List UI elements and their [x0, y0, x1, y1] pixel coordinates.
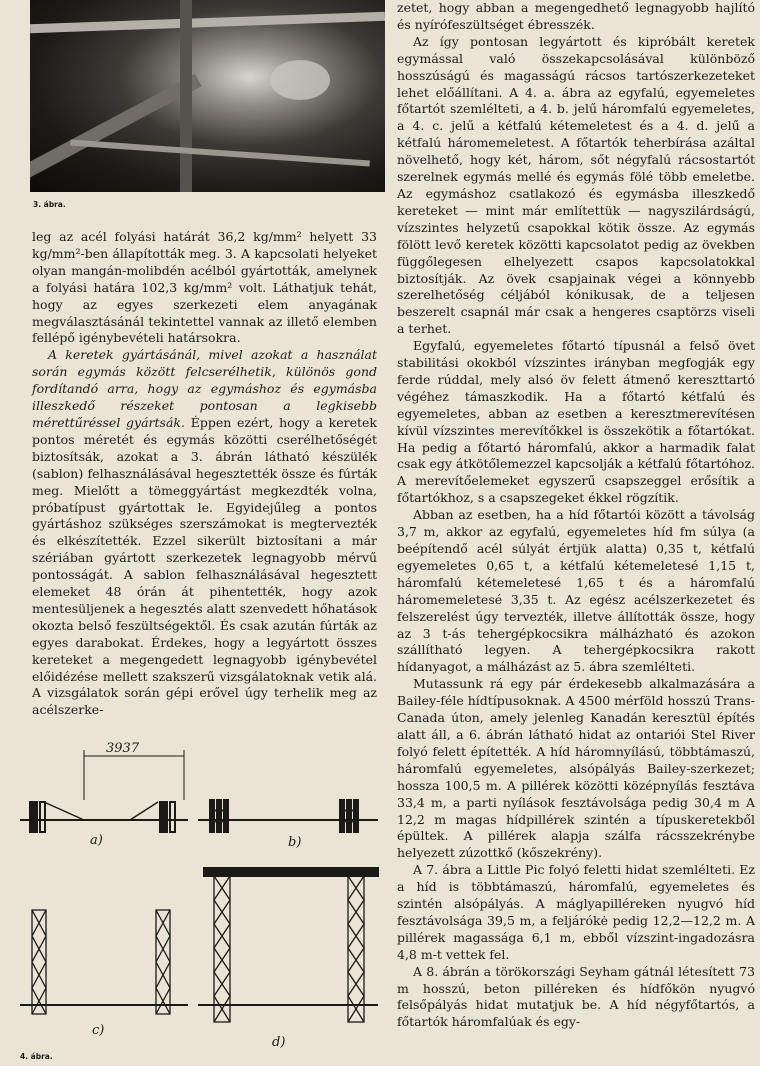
fig4-label-d: d)	[272, 1035, 286, 1050]
right-body-text	[397, 0, 755, 1031]
paragraph: Egyfalú, egyemeletes főtartó típusnál a felső övet stabilitási okokból vízszintes irányban megfogják egy ferde rúddal, mely alsó öv felett átmenő kereszttartó végéhez támaszkodik. Ha a főtartó kétfalú és egyemeletes, abban az esetben a keresztmerevítésen kívül vízszintes merevítőkkel is összekötik a főtartókat. Ha pedig a főtartó háromfalú, akkor a harmadik falat csak egy átkötőlemezzel kapcsolják a kétfalú főtartóhoz. A merevítőelemeket egyszerű csapszeggel erősítik a főtartókhoz, s a csapszegeket ékkel rögzítik.	[397, 338, 755, 506]
paragraph: zetet, hogy abban a megengedhető legnagyobb hajlító és nyírófeszültséget ébresszék.	[397, 0, 755, 32]
right-column	[387, 0, 760, 1066]
paragraph	[32, 347, 377, 719]
paragraph: A 7. ábra a Little Pic folyó feletti hidat szemlélteti. Ez a híd is többtámaszú, háromfalú, egyemeletes és szintén alsópályás. A máglyapilléreken nyugvó híd fesztávolsága 39,5 m, a feljárókė pedig 12,2—12,2 m. A pillérek magassága 6,1 m, ebből vízszint-ingadozásra 4,8 m-t vettek fel.	[397, 862, 755, 962]
paragraph: leg az acél folyási határát 36,2 kg/mm² helyett 33 kg/mm²-ben állapították meg. 3. A kapcsolati helyeket olyan mangán-molibdén acélból gyártották, amelynek a folyási határa 102,3 kg/mm² volt. Láthatjuk tehát, hogy az egyes szerkezeti elem anyagának megválasztásánál tekintettel vannak az illető elemben fellépő igénybevételi határsokra.	[32, 229, 377, 346]
fig4-dimension-label: 3937	[106, 741, 140, 756]
fig4-caption: 4. ábra.	[20, 1052, 53, 1061]
fig3-caption: 3. ábra.	[33, 200, 66, 209]
paragraph: A 8. ábrán a törökországi Seyham gátnál létesített 73 m hosszú, beton pilléreken és hídfőkön nyugvó felsőpályás hidat mutatjuk be. A híd négyfőtartós, a főtartók háromfalúak és egy-	[397, 963, 755, 1030]
paragraph: Mutassunk rá egy pár érdekesebb alkalmazására a Bailey-féle hídtípusoknak. A 4500 mérföld hosszú Trans-Canada úton, amely jelenleg Kanadán keresztül építés alatt áll, a 6. ábrán látható hidat az ontariói Stel River folyó felett építették. A híd háromnyílású, többtámaszú, háromfalú egyemeletes, alsópályás Bailey-szerkezet; hossza 100,5 m. A pillérek közötti középnyílás fesztáva 33,4 m, a parti nyílások fesztávolsága pedig 30,4 m A 12,2 m magas hídpillérek szintén a típuskeretekből épültek. A pillérek alapja szálfa rácsszekrénybe helyezett zúzottkő (kőszekrény).	[397, 676, 755, 861]
fig4-label-a: a)	[90, 833, 103, 848]
italic-sentence: A keretek gyártásánál, mivel azokat a használat során egymás között felcserélhetik, különös gond fordítandó arra, hogy az egymáshoz és egymásba illeszkedő részeket pontosan a legkisebb mérettűréssel gyártsák.	[32, 347, 377, 430]
paragraph: Az így pontosan legyártott és kipróbált keretek egymással való összekapcsolásával különböző hosszúságú és magasságú rácsos tartószerkezeteket lehet előállítani. A 4. a. ábra az egyfalú, egyemeletes főtartót szemlélteti, a 4. b. jelű háromfalú egyemeletes, a 4. c. jelű a kétfalú kétemeletest és a 4. d. jelű a kétfalú háromemeletest. A főtartók teherbírása azáltal növelhető, hogy két, három, sőt négyfalú rácsostartót szerelnek egymás mellé és egymás fölé több emeletbe. Az egymáshoz csatlakozó és egymásba illeszkedő kereteket — mint már említettük — nagyszilárdságú, vízszintes helyzetű csapokkal kötik össze. Az egymás fölött levő keretek közötti kapcsolatot pedig az övekben függőlegesen elhelyezett csapos kapcsolatokkal biztosítják. Az övek csapjainak végei a könnyebb szerelhetőség céljából kónikusak, de a teljesen beszerelt csapnál már csak a hengeres csaptörzs viseli a terhet.	[397, 33, 755, 337]
left-body-text	[32, 229, 377, 719]
fig4-label-c: c)	[92, 1023, 105, 1038]
fig4-label-b: b)	[288, 835, 302, 850]
fig3-photograph	[30, 0, 385, 192]
paragraph-rest: Éppen ezért, hogy a keretek pontos méretét és egymás közötti cserélhetőségét biztosítsák, azokat a 3. ábrán látható készülék (sablon) felhasználásával hegesztették össze és fúrták meg. Mielőtt a tömeggyártást megkezdték volna, próbatípust gyártottak le. Egyidejűleg a pontos gyártáshoz szükséges szerszámokat is megtervezték és elkészítették. Ezzel sikerült biztosítani a már szériában gyártott szerkezetek legnagyobb mérvű pontosságát. A sablon felhasználásával hegesztett elemeket 48 órán át pihentették, hogy azok mentesüljenek a hegesztés alatt szenvedett hőhatások okozta belső feszültségektől. És csak azután fúrták az egyes darabokat. Érdekes, hogy a legyártott összes kereteket a megengedett legnagyobb igénybevétel előidézése mellett szakszerű vizsgálatoknak vetik alá. A vizsgálatok során gépi erővel úgy terhelik meg az acélszerke-	[32, 414, 377, 718]
paragraph: Abban az esetben, ha a híd főtartói között a távolság 3,7 m, akkor az egyfalú, egyemeletes híd fm súlya (a beépítendő acél súlyát értjük alatta) 0,35 t, kétfalú egyemeletes 0,65 t, a kétfalú kétemeletesé 1,15 t, háromfalú kétemeletesé 1,65 t és a háromfalú háromemeletesé 3,35 t. Az egész acélszerkezetet és felszerelést úgy tervezték, illetve állították össze, hogy az 3 t-ás tehergépkocsikra málházható és azokon szállítható legyen. A tehergépkocsikra rakott hídanyagot, a málházást az 5. ábra szemlélteti.	[397, 507, 755, 675]
fig4-truss-diagrams	[10, 740, 382, 1062]
